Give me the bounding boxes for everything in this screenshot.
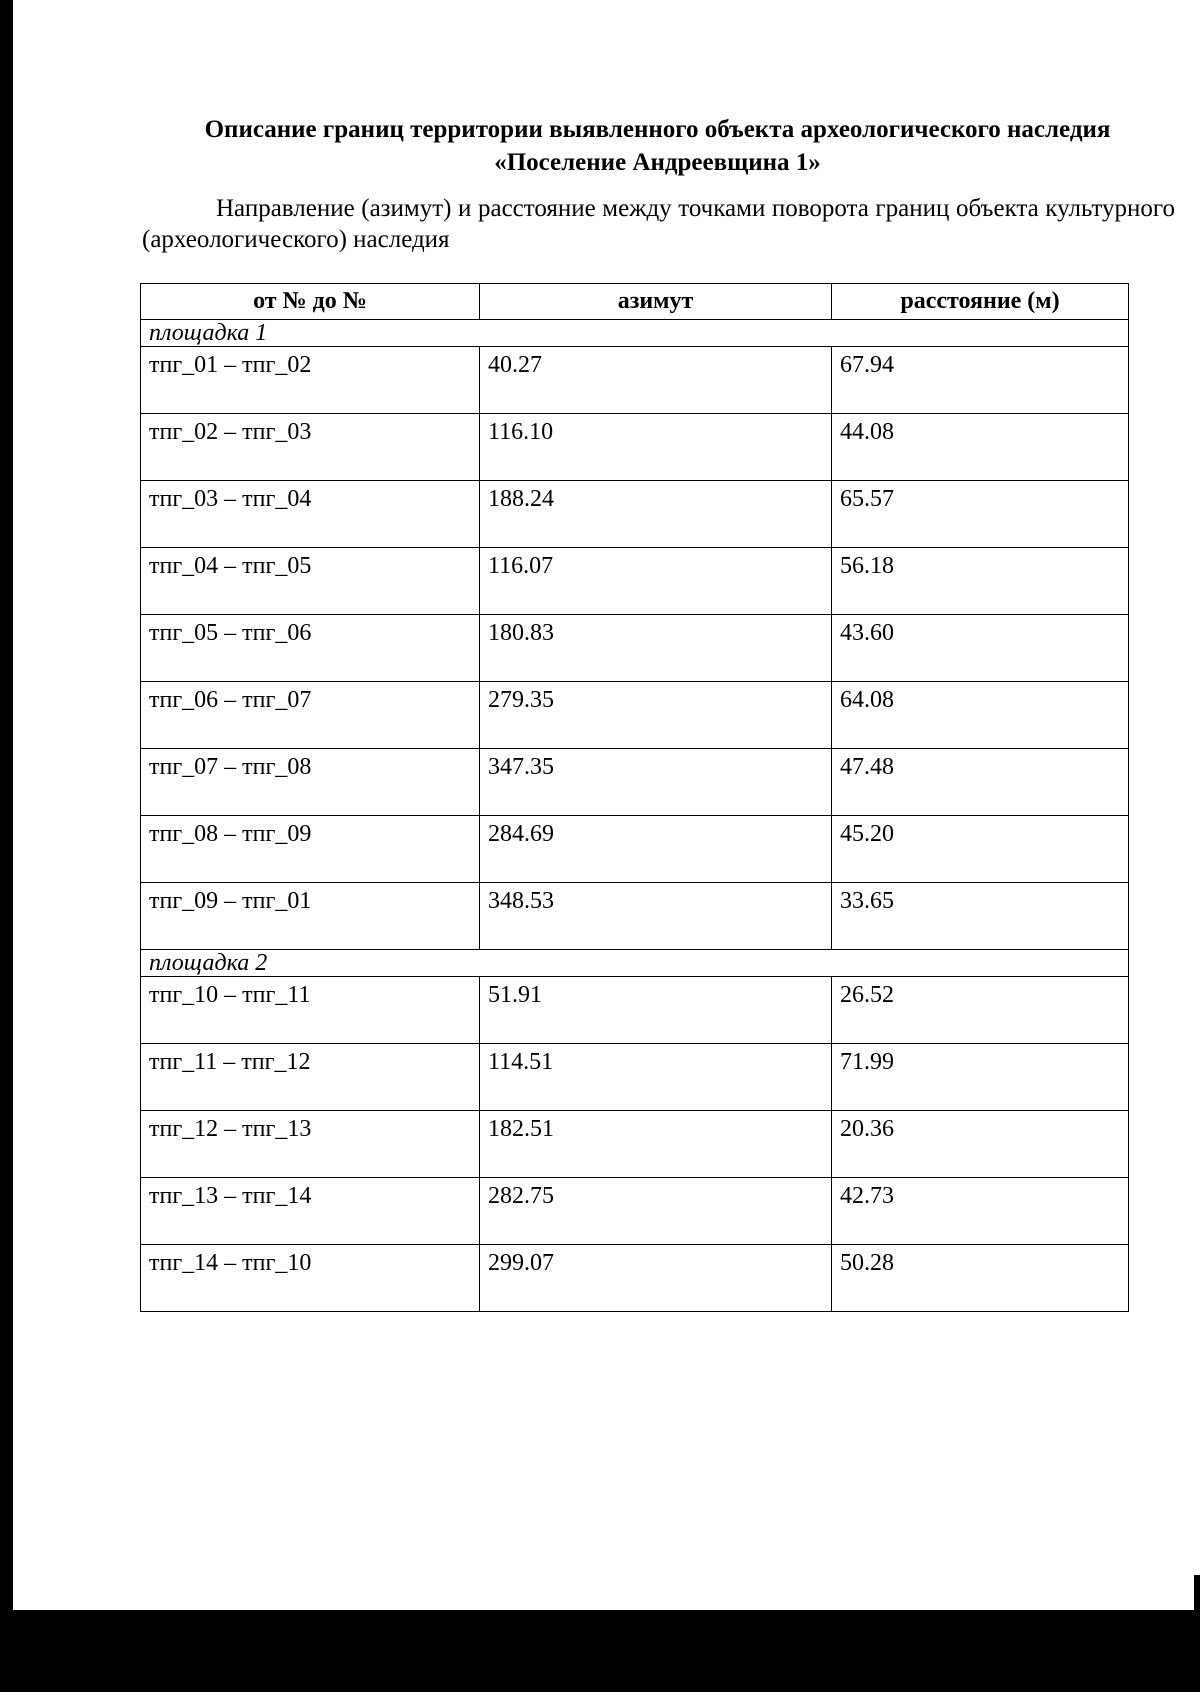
cell-from-to: тпг_04 – тпг_05	[141, 548, 480, 615]
cell-distance: 47.48	[832, 749, 1129, 816]
table-row	[141, 548, 1129, 615]
table-row	[141, 1111, 1129, 1178]
cell-azimuth: 188.24	[480, 481, 832, 548]
cell-distance: 65.57	[832, 481, 1129, 548]
cell-distance: 64.08	[832, 682, 1129, 749]
cell-azimuth: 51.91	[480, 977, 832, 1044]
cell-distance: 71.99	[832, 1044, 1129, 1111]
cell-distance: 50.28	[832, 1245, 1129, 1312]
table-row	[141, 816, 1129, 883]
cell-distance: 45.20	[832, 816, 1129, 883]
cell-azimuth: 348.53	[480, 883, 832, 950]
cell-from-to: тпг_08 – тпг_09	[141, 816, 480, 883]
table-row	[141, 1044, 1129, 1111]
scan-border-bottom	[0, 1610, 1200, 1692]
intro-paragraph: Направление (азимут) и расстояние между точками поворота границ объекта культурного (археологического) наследия	[142, 195, 1175, 253]
cell-from-to: тпг_07 – тпг_08	[141, 749, 480, 816]
table-body	[141, 320, 1129, 1312]
cell-azimuth: 347.35	[480, 749, 832, 816]
cell-distance: 43.60	[832, 615, 1129, 682]
cell-azimuth: 284.69	[480, 816, 832, 883]
section-label: площадка 2	[141, 950, 1129, 977]
cell-distance: 56.18	[832, 548, 1129, 615]
cell-azimuth: 116.07	[480, 548, 832, 615]
cell-azimuth: 114.51	[480, 1044, 832, 1111]
section-row	[141, 320, 1129, 347]
cell-distance: 20.36	[832, 1111, 1129, 1178]
document-title	[140, 113, 1175, 179]
cell-from-to: тпг_05 – тпг_06	[141, 615, 480, 682]
cell-from-to: тпг_02 – тпг_03	[141, 414, 480, 481]
cell-from-to: тпг_03 – тпг_04	[141, 481, 480, 548]
cell-azimuth: 40.27	[480, 347, 832, 414]
table-header-row	[141, 284, 1129, 320]
table-row	[141, 749, 1129, 816]
table-row	[141, 977, 1129, 1044]
cell-from-to: тпг_06 – тпг_07	[141, 682, 480, 749]
cell-azimuth: 116.10	[480, 414, 832, 481]
cell-azimuth: 282.75	[480, 1178, 832, 1245]
cell-azimuth: 180.83	[480, 615, 832, 682]
table-row	[141, 682, 1129, 749]
section-row	[141, 950, 1129, 977]
cell-distance: 33.65	[832, 883, 1129, 950]
table-row	[141, 615, 1129, 682]
cell-from-to: тпг_14 – тпг_10	[141, 1245, 480, 1312]
title-line-2: «Поселение Андреевщина 1»	[494, 149, 821, 176]
header-from-to: от № до №	[141, 284, 480, 320]
cell-distance: 26.52	[832, 977, 1129, 1044]
cell-from-to: тпг_12 – тпг_13	[141, 1111, 480, 1178]
cell-distance: 67.94	[832, 347, 1129, 414]
table-row	[141, 414, 1129, 481]
cell-from-to: тпг_11 – тпг_12	[141, 1044, 480, 1111]
table-row	[141, 883, 1129, 950]
cell-azimuth: 279.35	[480, 682, 832, 749]
cell-from-to: тпг_10 – тпг_11	[141, 977, 480, 1044]
scan-border-right	[1194, 1575, 1200, 1615]
cell-azimuth: 182.51	[480, 1111, 832, 1178]
scan-border-left	[0, 0, 13, 1692]
header-azimuth: азимут	[480, 284, 832, 320]
table-row	[141, 347, 1129, 414]
title-line-1: Описание границ территории выявленного объекта археологического наследия	[204, 116, 1111, 143]
cell-distance: 44.08	[832, 414, 1129, 481]
cell-from-to: тпг_09 – тпг_01	[141, 883, 480, 950]
section-label: площадка 1	[141, 320, 1129, 347]
header-distance: расстояние (м)	[832, 284, 1129, 320]
cell-from-to: тпг_01 – тпг_02	[141, 347, 480, 414]
cell-distance: 42.73	[832, 1178, 1129, 1245]
table-row	[141, 1245, 1129, 1312]
cell-from-to: тпг_13 – тпг_14	[141, 1178, 480, 1245]
table-row	[141, 481, 1129, 548]
cell-azimuth: 299.07	[480, 1245, 832, 1312]
boundary-table	[140, 283, 1129, 1312]
table-row	[141, 1178, 1129, 1245]
